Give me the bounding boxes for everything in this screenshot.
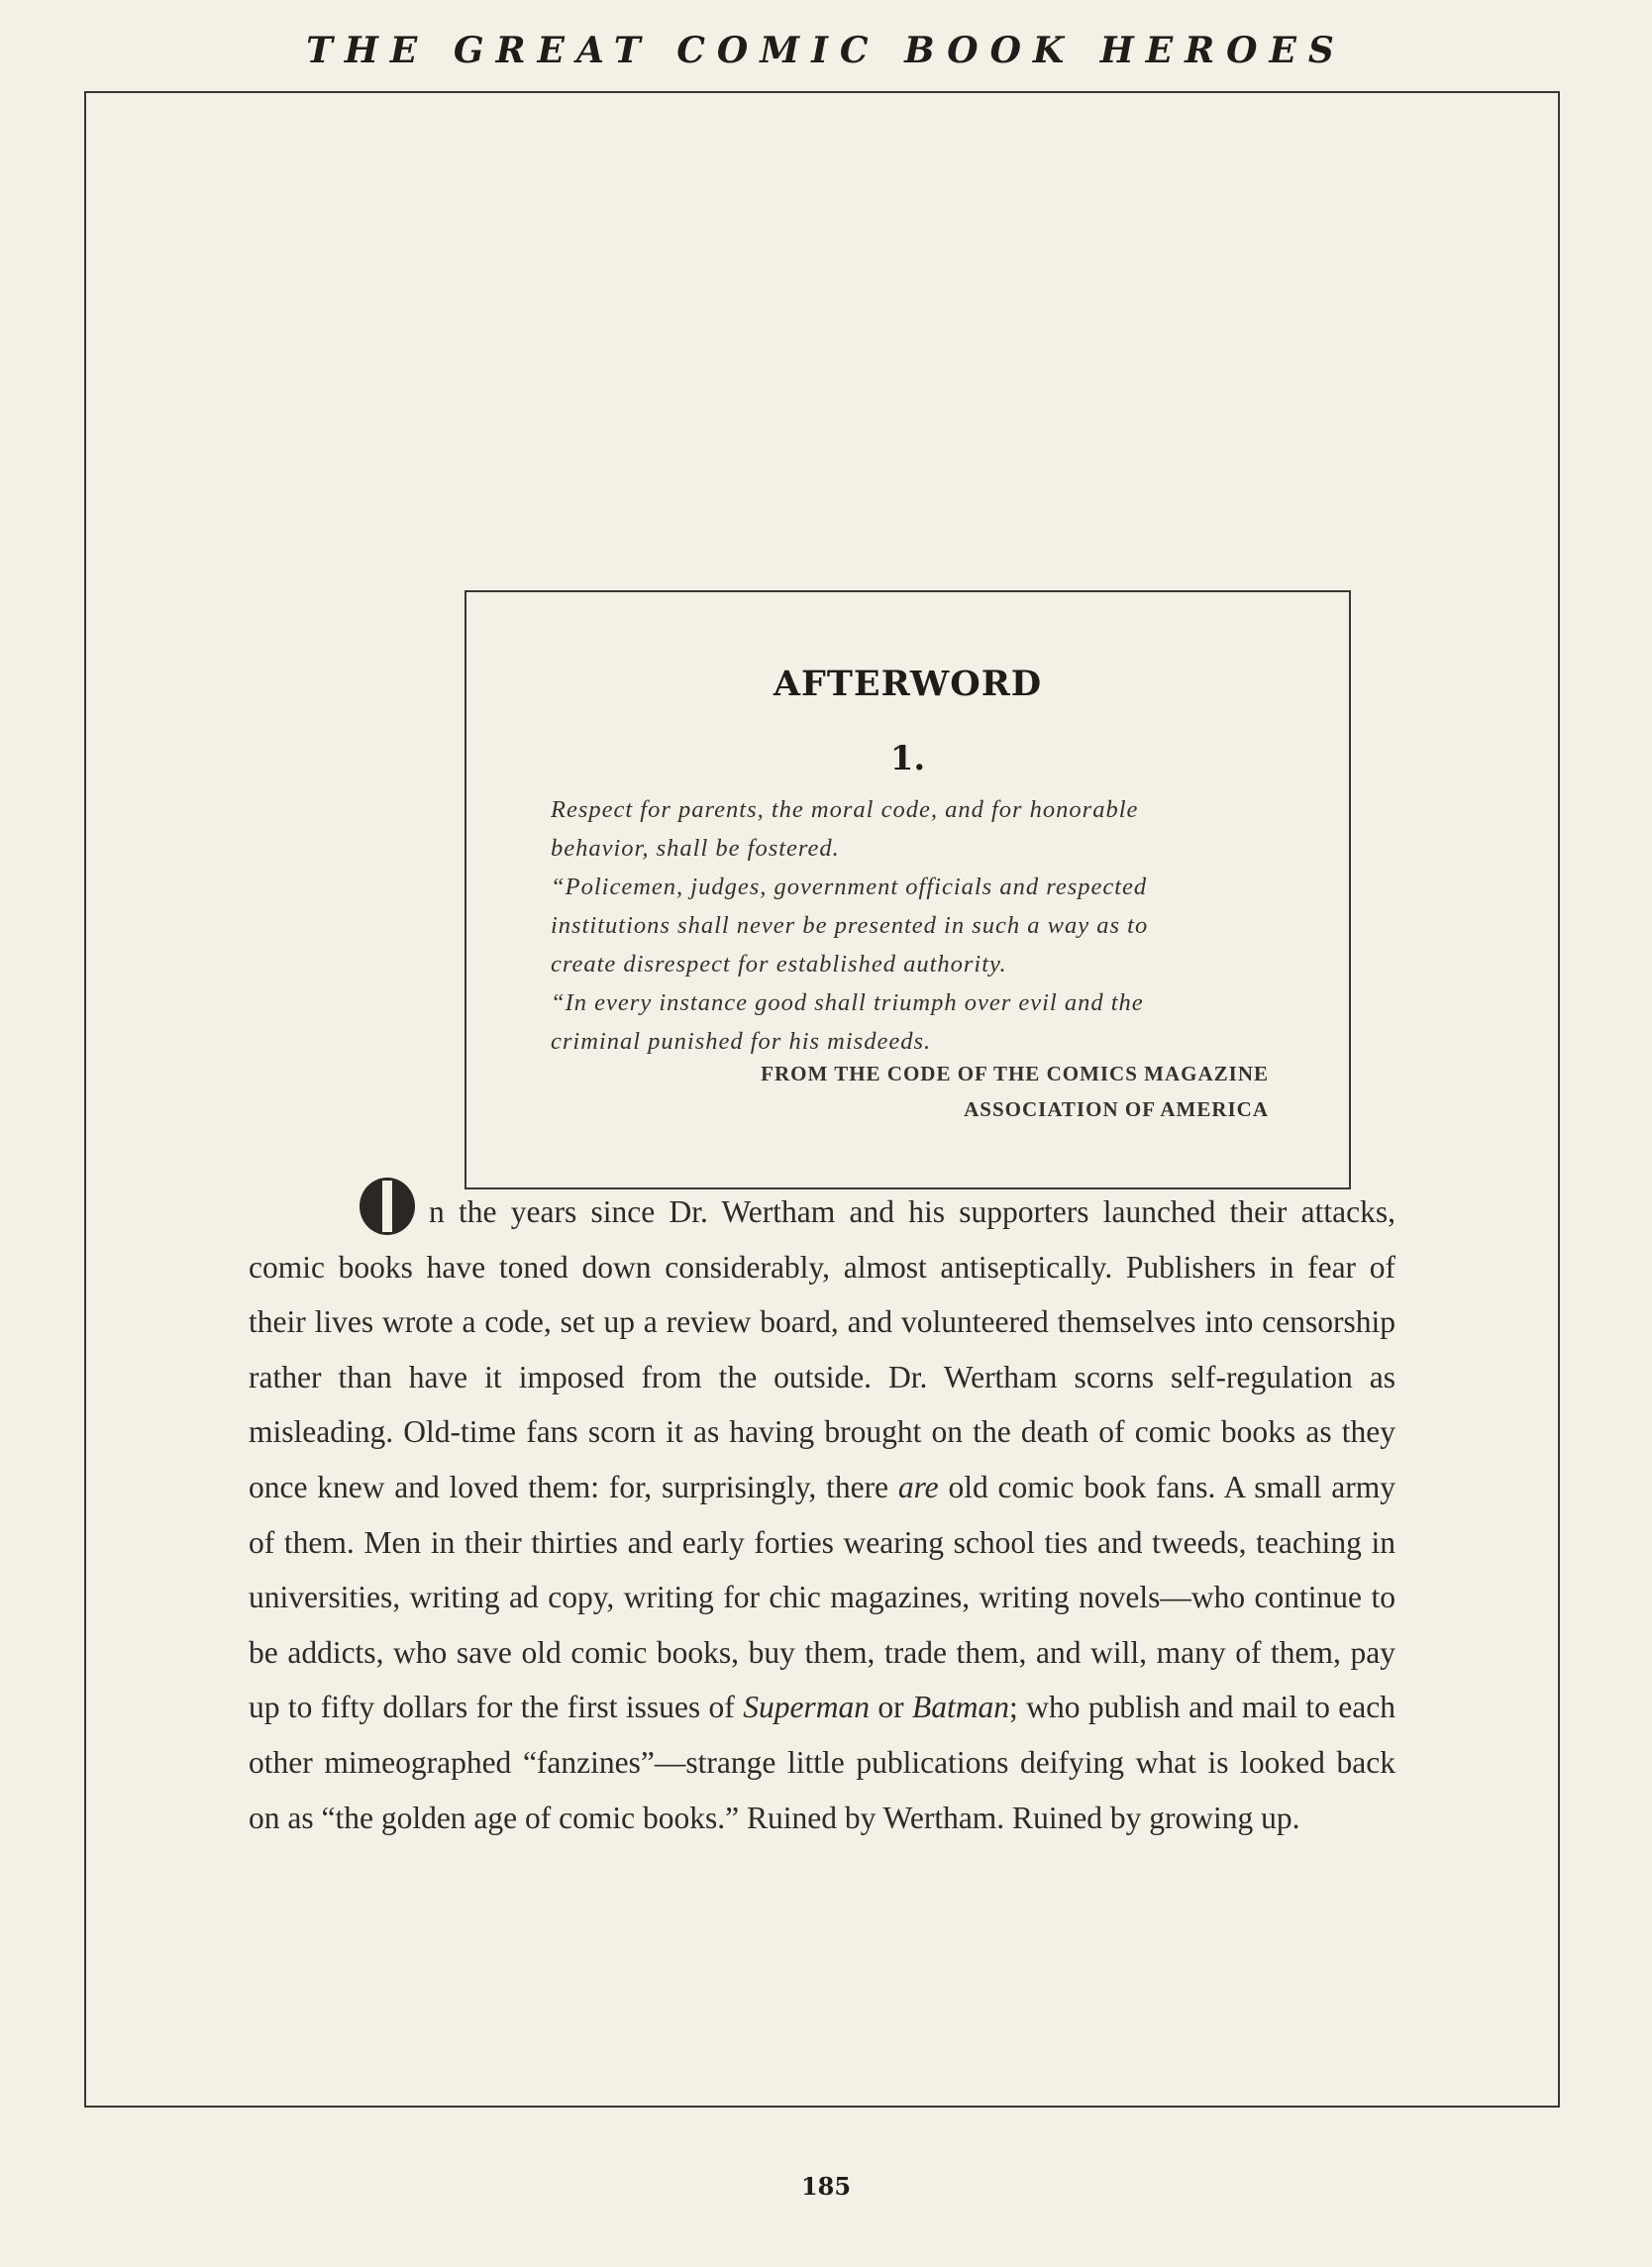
body-text-run: n the years since Dr. Wertham and his supporters launched their attacks, comic books have toned down considerably, almost antiseptically. Publishers in fear of their lives wrote a code, set up a review board, and volunteered themselves into censorship rather than have it imposed from the outside. Dr. Wertham scorns self-regulation as misleading. Old-time fans scorn it as having brought on the death of comic books as they once knew and loved them: for, surprisingly, there xyxy=(249,1194,1395,1504)
attribution-line: ASSOCIATION OF AMERICA xyxy=(964,1097,1269,1121)
epigraph-attribution xyxy=(551,1056,1269,1127)
page-number: 185 xyxy=(800,2172,852,2201)
section-number: 1. xyxy=(889,739,926,778)
body-text-run: ; who publish and mail to each other mimeographed “fanzines”—strange little publications deifying what is looked back on as “the golden age of comic books.” Ruined by Wertham. Ruined by growing up. xyxy=(249,1690,1395,1835)
chapter-title: AFTERWORD xyxy=(773,664,1043,704)
epigraph-line: behavior, shall be fostered. xyxy=(551,835,840,862)
drop-cap-glyph xyxy=(358,1177,425,1236)
attribution-line: FROM THE CODE OF THE COMICS MAGAZINE xyxy=(761,1062,1269,1085)
epigraph-line: Respect for parents, the moral code, and for honorable xyxy=(551,796,1139,823)
running-head-title: THE GREAT COMIC BOOK HEROES xyxy=(306,30,1346,71)
epigraph-line: create disrespect for established authority. xyxy=(551,951,1007,978)
epigraph-line: criminal punished for his misdeeds. xyxy=(551,1028,932,1055)
epigraph-quote xyxy=(551,790,1269,1061)
drop-cap-initial xyxy=(358,1177,425,1236)
body-paragraph xyxy=(249,1177,1395,1845)
body-text-run: old comic book fans. A small army of them. Men in their thirties and early forties wearing school ties and tweeds, teaching in universities, writing ad copy, writing for chic magazines, writing novels—who continue to be addicts, who save old comic books, buy them, trade them, and will, many of them, pay up to fifty dollars for the first issues of xyxy=(249,1469,1396,1725)
epigraph-line: “Policemen, judges, government officials and respected xyxy=(551,874,1148,900)
epigraph-line: “In every instance good shall triumph over evil and the xyxy=(551,989,1144,1016)
body-italic-batman: Batman xyxy=(912,1690,1010,1725)
epigraph-line: institutions shall never be presented in such a way as to xyxy=(551,912,1149,939)
body-text-run: or xyxy=(869,1690,913,1725)
body-italic-superman: Superman xyxy=(743,1690,870,1725)
epigraph-box xyxy=(465,590,1351,1189)
body-italic-are: are xyxy=(897,1469,939,1504)
